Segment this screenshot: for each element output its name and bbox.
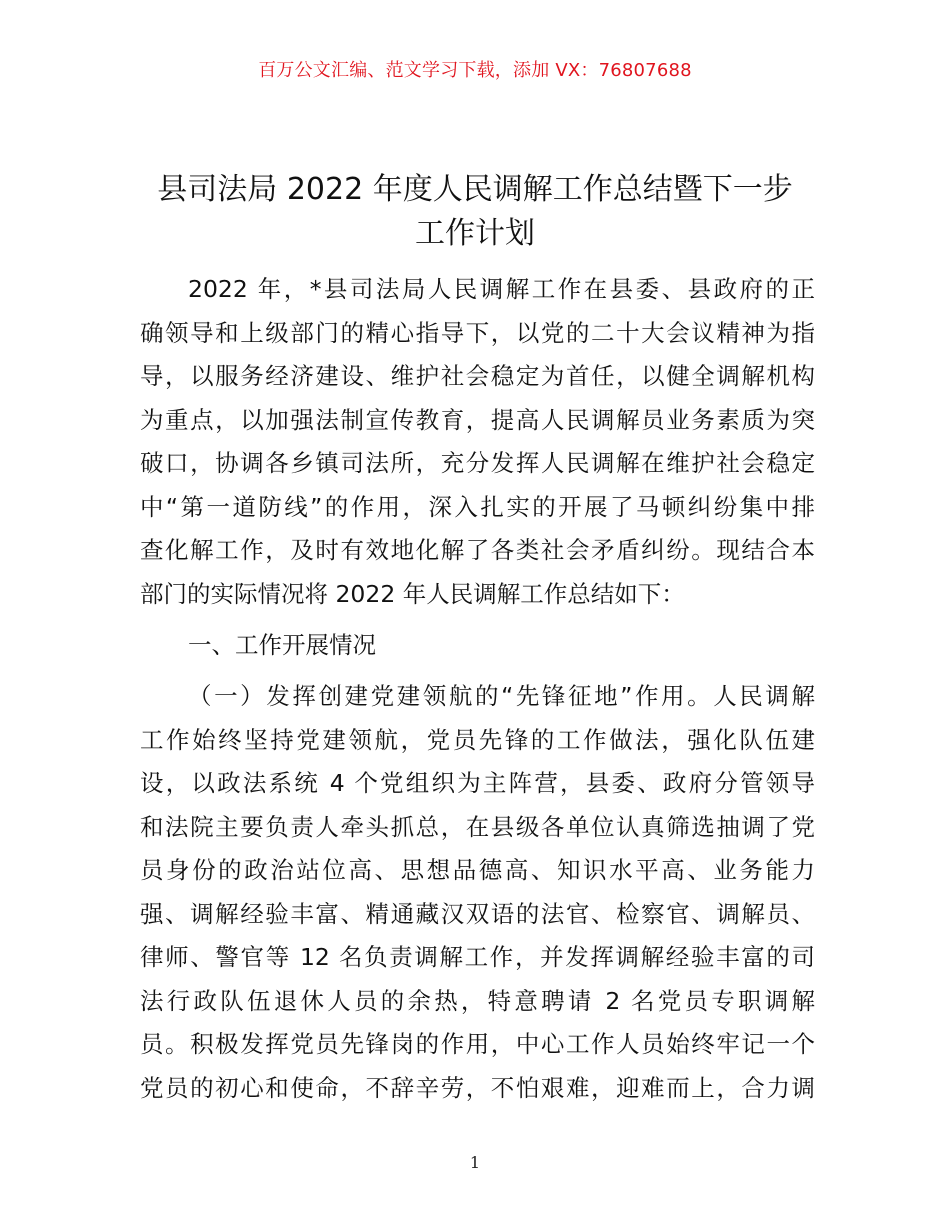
text-line: 确领导和上级部门的精心指导下，以党的二十大会议精神为指 <box>140 318 815 347</box>
text-line: 法行政队伍退休人员的余热，特意聘请 2 名党员专职调解 <box>140 986 815 1015</box>
text-line: 和法院主要负责人牵头抓总，在县级各单位认真筛选抽调了党 <box>140 812 815 841</box>
text-line: 导，以服务经济建设、维护社会稳定为首任，以健全调解机构 <box>140 362 815 390</box>
text-line: 查化解工作，及时有效地化解了各类社会矛盾纠纷。现结合本 <box>140 536 815 564</box>
text-line: 律师、警官等 12 名负责调解工作，并发挥调解经验丰富的司 <box>140 943 815 971</box>
text-line: 破口，协调各乡镇司法所，充分发挥人民调解在维护社会稳定 <box>140 449 815 477</box>
paragraph-party-building <box>140 675 815 1110</box>
text-line: 中“第一道防线”的作用，深入扎实的开展了马顿纠纷集中排 <box>140 492 815 521</box>
section-heading <box>140 624 815 668</box>
document-title-line-1: 县司法局 2022 年度人民调解工作总结暨下一步 <box>157 172 793 207</box>
text-line: 2022 年，*县司法局人民调解工作在县委、县政府的正 <box>188 275 815 303</box>
document-title-line-2: 工作计划 <box>415 216 535 251</box>
text-line: 党员的初心和使命，不辞辛劳，不怕艰难，迎难而上，合力调 <box>140 1073 815 1102</box>
text-line: 员身份的政治站位高、思想品德高、知识水平高、业务能力 <box>140 856 815 884</box>
text-line: 强、调解经验丰富、精通藏汉双语的法官、检察官、调解员、 <box>140 899 815 928</box>
text-line: 部门的实际情况将 2022 年人民调解工作总结如下： <box>140 579 685 608</box>
text-line: 为重点，以加强法制宣传教育，提高人民调解员业务素质为突 <box>140 405 815 434</box>
page-number: 1 <box>469 1153 481 1172</box>
section-heading-text: 一、工作开展情况 <box>188 631 376 659</box>
text-line: 员。积极发挥党员先锋岗的作用，中心工作人员始终牢记一个 <box>140 1030 815 1058</box>
text-line: 设，以政法系统 4 个党组织为主阵营，县委、政府分管领导 <box>140 769 815 797</box>
header-banner: 百万公文汇编、范文学习下载，添加 VX：76807688 <box>258 60 692 81</box>
text-line: （一）发挥创建党建领航的“先锋征地”作用。人民调解 <box>188 682 815 710</box>
paragraph-intro <box>140 268 815 616</box>
text-line: 工作始终坚持党建领航，党员先锋的工作做法，强化队伍建 <box>140 725 815 754</box>
